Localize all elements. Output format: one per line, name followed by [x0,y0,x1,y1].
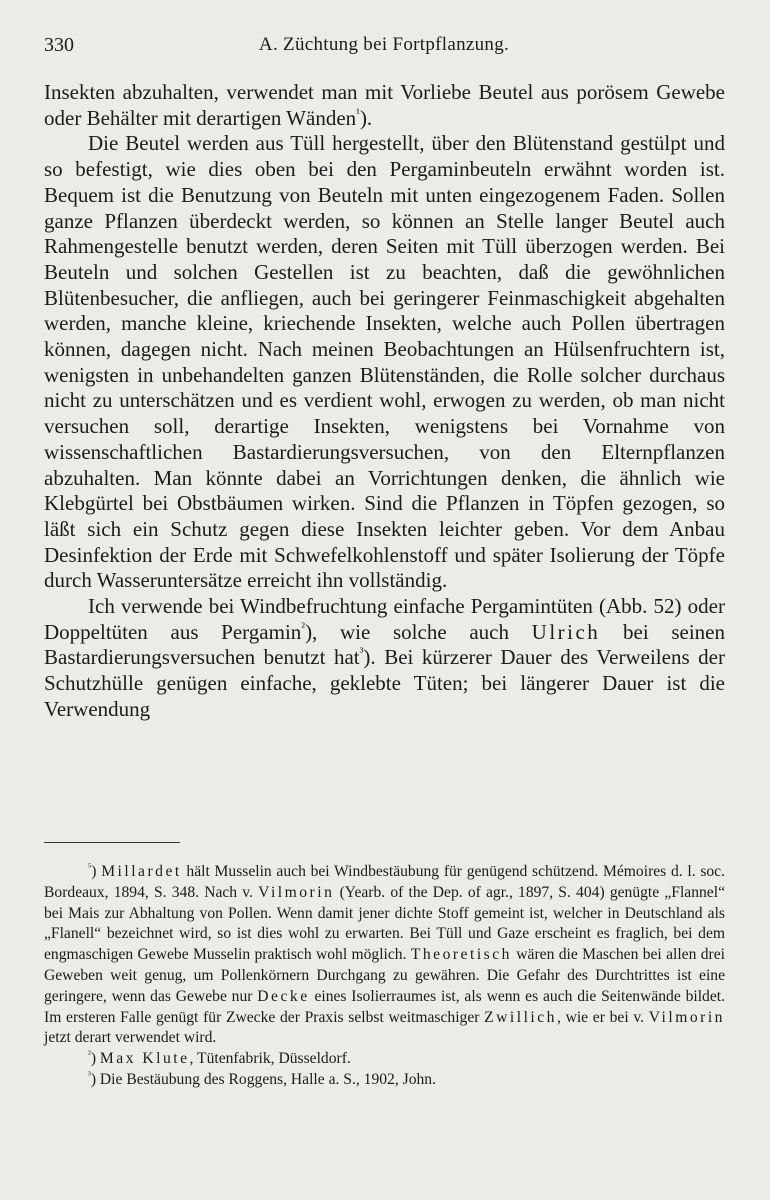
footnote-1 [44,862,725,1049]
footnote-mark: ⁵ [88,862,92,873]
page-header [44,34,724,60]
page-number: 330 [44,34,74,56]
paragraph-1-end: ). [359,105,373,130]
footnote-divider [44,842,180,843]
author-name: Max Klute [99,1050,190,1068]
paragraph-1 [44,80,725,131]
footnote-text: eines Isolierraumes ist, als wenn es auch die Seitenwände bildet. Im ersteren Falle genügt für Zwecke der Praxis selbst weitmaschiger [44,987,725,1026]
paragraph-3-text-d: ). Bei kürzerer Dauer des Verweilens der Schutzhülle genügen einfache, geklebte Tüten; bei längerer Dauer ist die Verwendung [44,645,725,721]
footnote-mark: ² [88,1049,91,1060]
author-name: Ulrich [531,619,601,644]
footnote-text: hält Musselin auch bei Windbestäubung für genügend schützend. Mémoires d. l. soc. Bordeaux, 1894, S. 348. Nach v. [44,863,726,901]
emphasis-word: Theoretisch [410,946,512,964]
running-head: A. Züchtung bei Fortpflanzung. [258,34,510,55]
footnote-ref: ² [301,619,306,634]
footnote-ref: ¹ [356,105,360,120]
author-name: Vilmorin [258,883,335,901]
paragraph-3-text-a: Ich verwende bei Windbefruchtung einfache Pergamintüten (Abb. 52) oder Doppeltüten aus Pergamin [44,594,725,644]
footnote-text: ) Die Bestäubung des Roggens, Halle a. S., 1902, John. [90,1070,436,1088]
footnote-mark: ³ [88,1070,91,1081]
footnote-3 [44,1070,725,1091]
footnote-text: jetzt derart verwendet wird. [44,1029,217,1047]
emphasis-word: Zwillich [484,1008,557,1026]
footnote-text: , wie er bei v. [556,1008,649,1026]
author-name: Millardet [101,863,182,880]
footnote-text: ) [90,1050,100,1068]
footnote-2 [44,1049,725,1070]
footnote-ref: ³ [359,645,364,660]
paragraph-2: Die Beutel werden aus Tüll hergestellt, über den Blütenstand gestülpt und so befestigt, wie dies oben bei den Pergaminbeuteln erwähnt worden ist. Bequem ist die Benutzung von Beuteln mit unten eingezogenem Faden. Sollen ganze Pflanzen überdeckt werden, so können an Stelle langer Beutel auch Rahmengestelle benutzt werden, deren Seiten mit Tüll überzogen werden. Bei Beuteln und solchen Gestellen ist zu beachten, daß die gewöhnlichen Blütenbesucher, die anfliegen, auch bei geringerer Feinmaschigkeit abgehalten werden, manche kleine, kriechende Insekten, welche auch Pollen übertragen können, dagegen nicht. Nach meinen Beobachtungen an Hülsenfruchtern ist, wenigsten in unbehandelten ganzen Blütenständen, die Rolle solcher durchaus nicht zu unterschätzen und es verdient wohl, erwogen zu werden, ob man nicht versuchen soll, derartige Insekten, wenigstens bei Vornahme von wissenschaftlichen Bastardierungsversuchen, von den Elternpflanzen abzuhalten. Man könnte dabei an Vorrichtungen denken, die ähnlich wie Klebgürtel bei Obstbäumen wirken. Sind die Pflanzen in Töpfen gezogen, so läßt sich ein Schutz gegen diese Insekten leichter geben. Vor dem Anbau Desinfektion der Erde mit Schwefelkohlenstoff und später Isolierung der Töpfe durch Wasseruntersätze erreicht ihn vollständig. [44,131,725,593]
emphasis-word: Decke [257,987,310,1005]
body-text [44,80,725,723]
footnote-text: , Tütenfabrik, Düsseldorf. [189,1050,351,1068]
paragraph-1-text: Insekten abzuhalten, verwendet man mit Vorliebe Beutel aus porösem Gewebe oder Behälter mit derartigen Wänden [44,80,725,130]
footnote-text: wären die Maschen bei allen drei Geweben weit genug, um Pollenkörnern Durchgang zu gewähren. Die Gefahr des Durchtrittes ist eine geringere, wenn das Gewebe nur [44,946,725,1005]
footnotes [44,862,725,1091]
footnote-text: ) [91,863,102,880]
paragraph-3-text-b: ), wie solche auch [305,619,509,644]
footnote-text: (Yearb. of the Dep. of agr., 1897, S. 404) genügte „Flannel“ bei Mais zur Abhaltung von Pollen. Wenn damit jener dichte Stoff gemeint ist, welcher in Deutschland als „Flanell“ bezeichnet wird, so ist dies wohl zu erwarten. Bei Tüll und Gaze erscheint es fraglich, bei dem engmaschigen Gewebe Musselin praktisch wohl möglich. [44,883,725,964]
author-name: Vilmorin [648,1008,725,1026]
paragraph-3-text-c: bei seinen Bastardierungsversuchen benutzt hat [44,619,725,670]
paragraph-3 [44,594,725,723]
